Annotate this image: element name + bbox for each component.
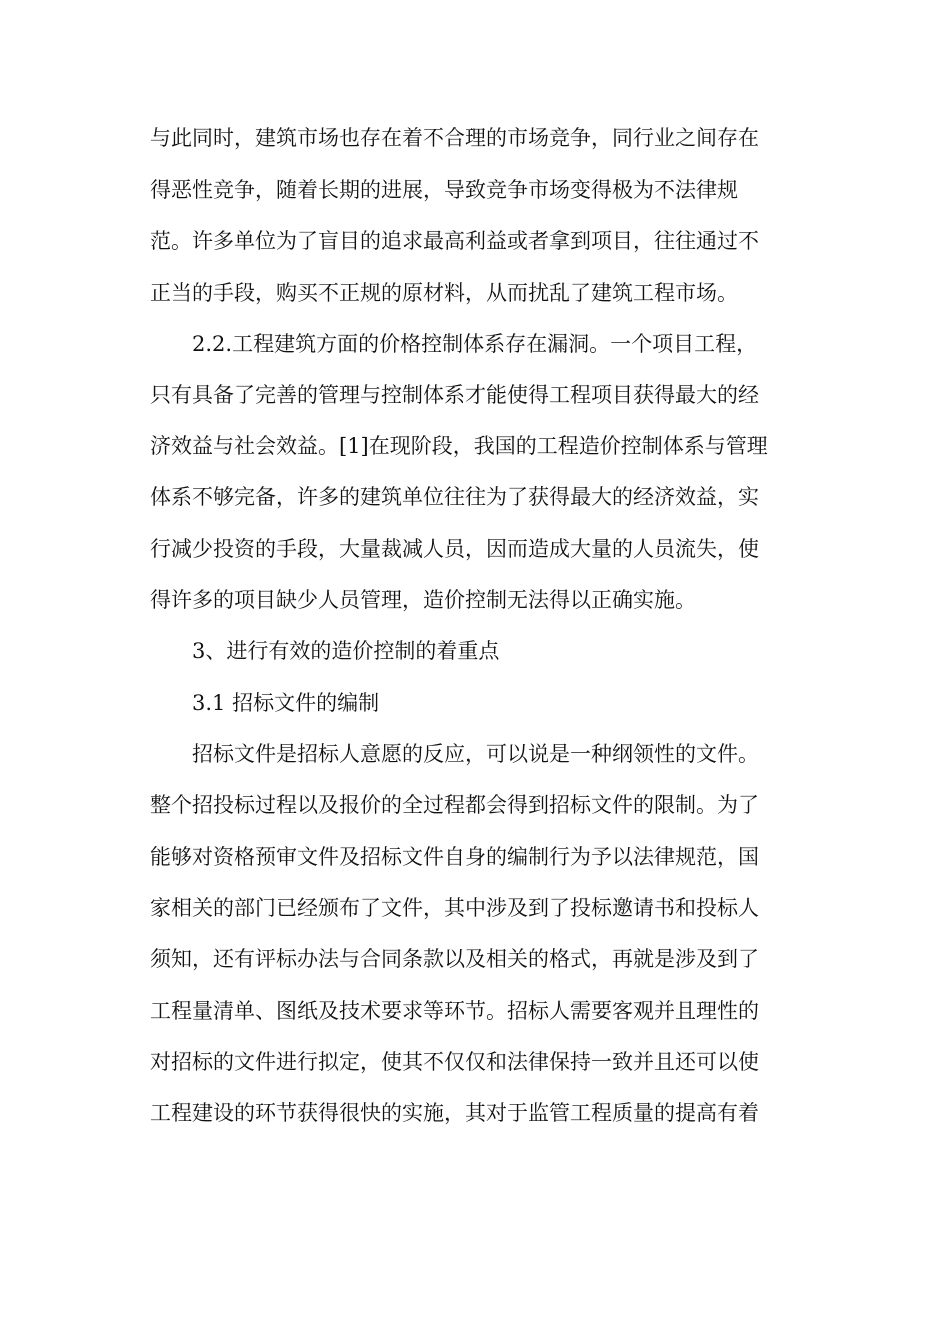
paragraph-line: 与此同时，建筑市场也存在着不合理的市场竞争，同行业之间存在 (150, 126, 759, 150)
paragraph-line: 正当的手段，购买不正规的原材料，从而扰乱了建筑工程市场。 (150, 281, 738, 305)
paragraph-line: 2.2.工程建筑方面的价格控制体系存在漏洞。一个项目工程， (192, 332, 758, 356)
paragraph-line: 范。许多单位为了盲目的追求最高利益或者拿到项目，往往通过不 (150, 229, 759, 253)
paragraph-line: 得许多的项目缺少人员管理，造价控制无法得以正确实施。 (150, 588, 696, 612)
paragraph-line: 工程建设的环节获得很快的实施，其对于监管工程质量的提高有着 (150, 1101, 759, 1125)
paragraph-line: 只有具备了完善的管理与控制体系才能使得工程项目获得最大的经 (150, 383, 759, 407)
paragraph-line: 家相关的部门已经颁布了文件，其中涉及到了投标邀请书和投标人 (150, 896, 759, 920)
section-heading: 3、进行有效的造价控制的着重点 (192, 639, 500, 663)
subsection-heading: 3.1 招标文件的编制 (192, 691, 380, 715)
paragraph-line: 招标文件是招标人意愿的反应，可以说是一种纲领性的文件。 (192, 742, 759, 766)
paragraph-line: 整个招投标过程以及报价的全过程都会得到招标文件的限制。为了 (150, 793, 759, 817)
paragraph-line: 体系不够完备，许多的建筑单位往往为了获得最大的经济效益，实 (150, 485, 759, 509)
paragraph-line: 须知，还有评标办法与合同条款以及相关的格式，再就是涉及到了 (150, 947, 759, 971)
paragraph-line: 得恶性竞争，随着长期的进展，导致竞争市场变得极为不法律规 (150, 178, 738, 202)
paragraph-line: 济效益与社会效益。[1]在现阶段，我国的工程造价控制体系与管理 (150, 434, 768, 458)
paragraph-line: 行减少投资的手段，大量裁减人员，因而造成大量的人员流失，使 (150, 537, 759, 561)
paragraph-line: 对招标的文件进行拟定，使其不仅仅和法律保持一致并且还可以使 (150, 1050, 759, 1074)
paragraph-line: 工程量清单、图纸及技术要求等环节。招标人需要客观并且理性的 (150, 999, 759, 1023)
paragraph-line: 能够对资格预审文件及招标文件自身的编制行为予以法律规范，国 (150, 845, 759, 869)
